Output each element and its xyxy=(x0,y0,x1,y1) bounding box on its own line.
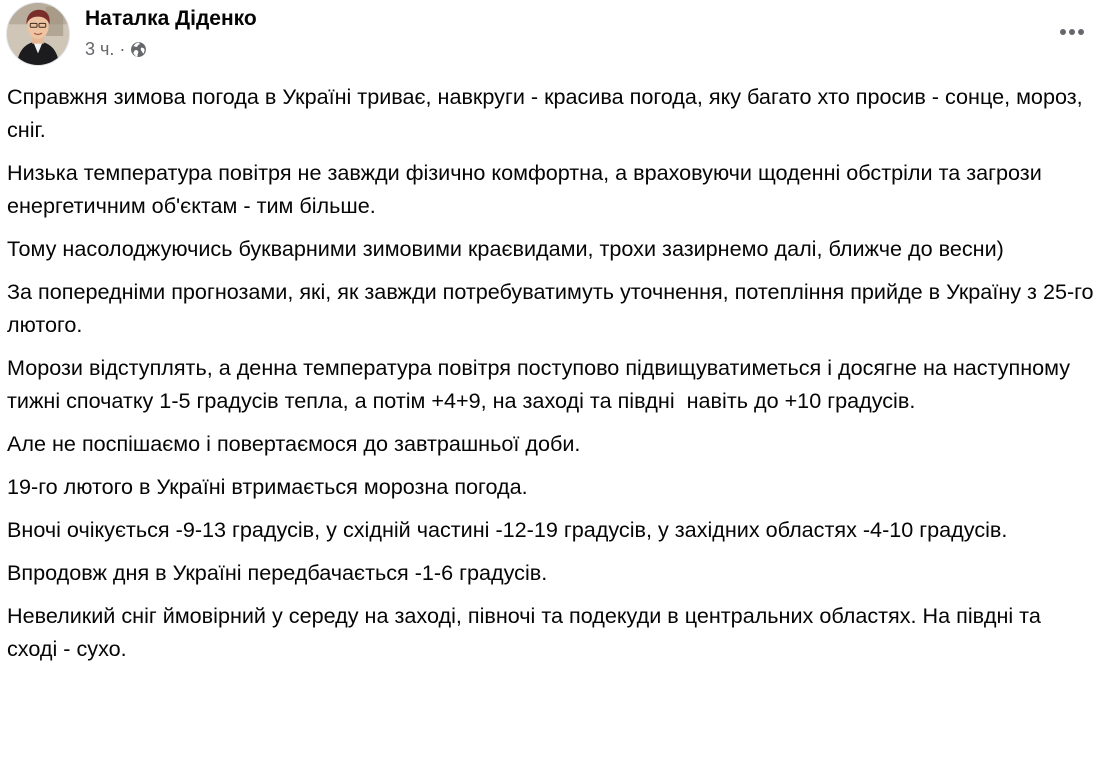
post-paragraph: Морози відступлять, а денна температура повітря поступово підвищуватиметься і досягне на наступному тижні спочатку 1-5 градусів тепла, а потім +4+9, на заході та півдні навіть до +10 градусів. xyxy=(7,355,1077,413)
globe-icon[interactable] xyxy=(130,41,147,58)
author-name[interactable]: Наталка Діденко xyxy=(85,7,257,30)
post-paragraph: Низька температура повітря не завжди фізично комфортна, а враховуючи щоденні обстріли та загрози енергетичним об'єктам - тим більше. xyxy=(7,160,1048,218)
post-paragraph: Невеликий сніг ймовірний у середу на заході, півночі та подекуди в центральних областях. На півдні та сході - сухо. xyxy=(7,603,1047,661)
post-paragraph: Вночі очікується -9-13 градусів, у східній частині -12-19 градусів, у західних областях -4-10 градусів. xyxy=(7,517,1008,542)
post-paragraph: Справжня зимова погода в Україні триває, навкруги - красива погода, яку багато хто просив - сонце, мороз, сніг. xyxy=(7,84,1089,142)
post-paragraph: Але не поспішаємо і повертаємося до завтрашньої доби. xyxy=(7,431,581,456)
post-paragraph: Впродовж дня в Україні передбачається -1-6 градусів. xyxy=(7,560,548,585)
post-paragraph: За попередніми прогнозами, які, як завжди потребуватимуть уточнення, потепління прийде в Україну з 25-го лютого. xyxy=(7,279,1100,337)
post-meta xyxy=(85,38,257,60)
post-header xyxy=(6,2,1096,68)
more-options-button[interactable] xyxy=(1052,16,1092,48)
more-options-icon xyxy=(1059,28,1085,36)
post-body xyxy=(7,80,1100,675)
post-paragraph: 19-го лютого в Україні втримається морозна погода. xyxy=(7,474,528,499)
avatar-photo xyxy=(7,3,69,65)
post-paragraph: Тому насолоджуючись букварними зимовими краєвидами, трохи зазирнемо далі, ближче до весни) xyxy=(7,236,1004,261)
post-timestamp[interactable]: 3 ч. xyxy=(85,39,115,59)
author-avatar[interactable] xyxy=(6,2,70,66)
author-block xyxy=(85,6,257,60)
meta-separator: · xyxy=(119,39,126,59)
